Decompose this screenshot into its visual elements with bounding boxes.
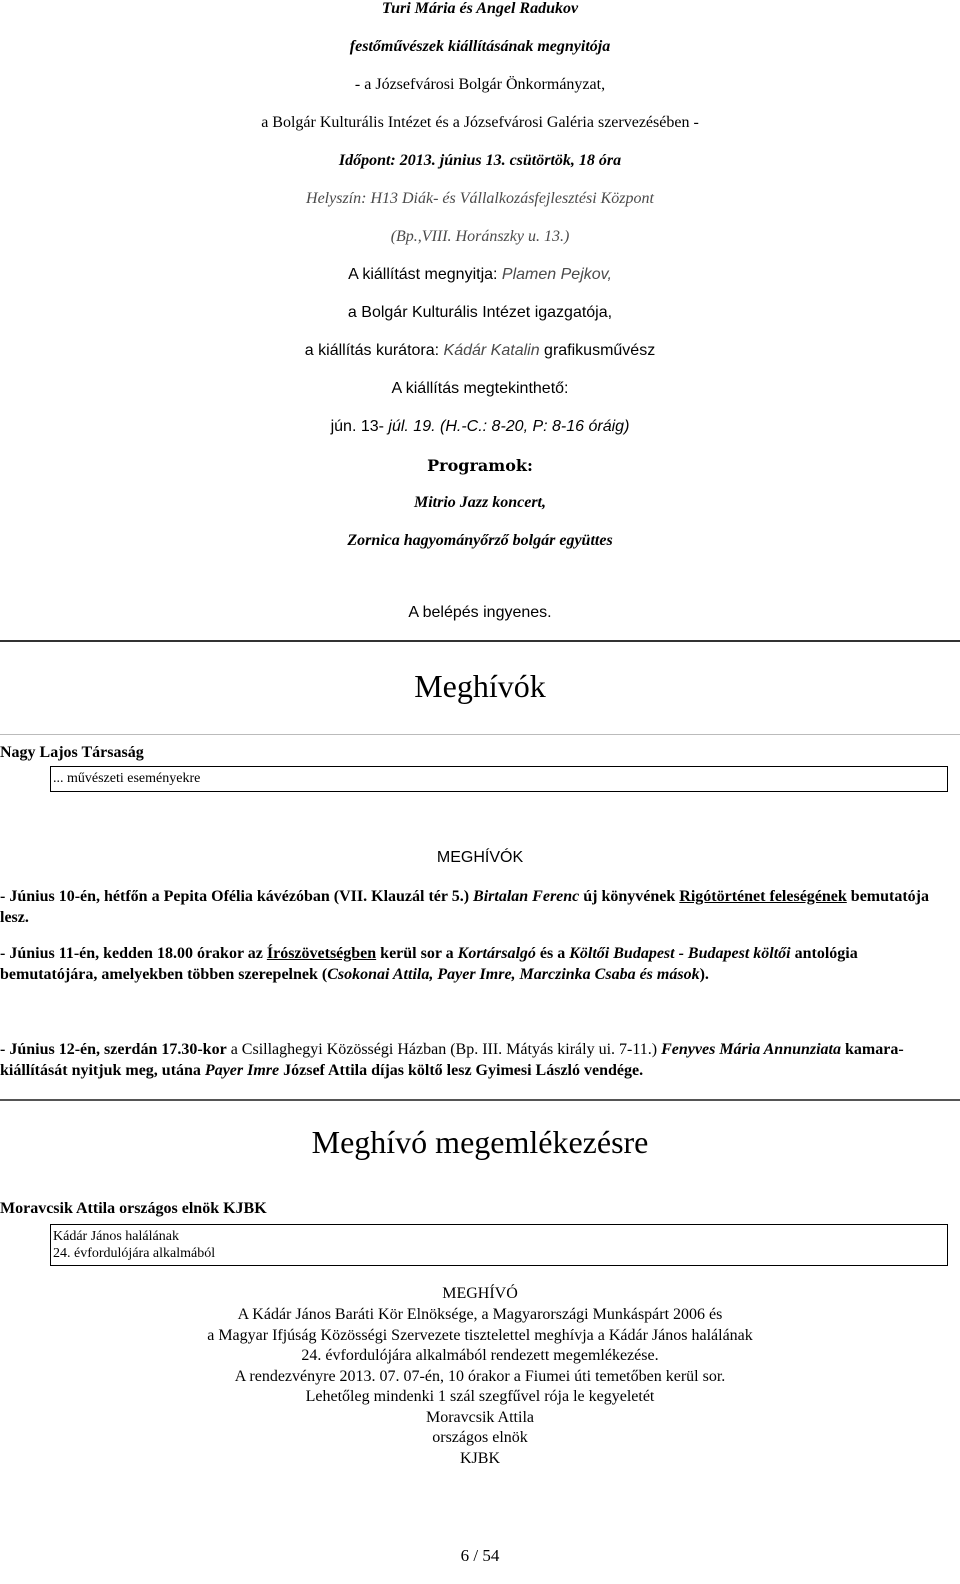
event-curator <box>0 342 960 360</box>
invitation-item-3 <box>0 1039 950 1081</box>
section-heading: Meghívók <box>414 668 546 704</box>
section-subtitle: ... művészeti eseményekre <box>53 771 201 786</box>
invitation-item-text: kerül sor a <box>376 945 458 962</box>
invitation-item-author: Birtalan Ferenc <box>473 888 580 905</box>
event-opener-name: Plamen Pejkov, <box>501 266 612 283</box>
invitation-item-1 <box>0 886 950 928</box>
event-viewing-label: A kiállítás megtekinthető: <box>391 380 569 397</box>
event-curator-label: a kiállítás kurátora: <box>304 342 444 359</box>
event-venue: Helyszín: H13 Diák- és Vállalkozásfejlesztési Központ <box>306 190 654 207</box>
section-divider <box>0 734 960 735</box>
event-program-item: Zornica hagyományőrző bolgár együttes <box>347 532 613 549</box>
invitation-item-text: - Június 11-én, kedden 18.00 órakor az <box>0 945 267 962</box>
section-divider <box>0 640 960 642</box>
invitation-item-artist: Fenyves Mária Annunziata <box>661 1041 841 1058</box>
invitation-item-2 <box>0 943 950 985</box>
memorial-text-line: A Kádár János Baráti Kör Elnöksége, a Magyarországi Munkáspárt 2006 és <box>237 1306 723 1323</box>
event-viewing-start: jún. 13- <box>330 418 389 435</box>
memorial-text-line: Lehetőleg mindenki 1 szál szegfűvel rója le kegyeletét <box>305 1388 655 1405</box>
section-author: Moravcsik Attila országos elnök KJBK <box>0 1200 267 1217</box>
event-viewing-end: júl. 19. (H.-C.: 8-20, P: 8-16 óráig) <box>388 418 630 435</box>
invitation-item-venue: Írószövetségben <box>266 945 377 962</box>
section-author: Nagy Lajos Társaság <box>0 744 144 761</box>
memorial-text-line: A rendezvényre 2013. 07. 07-én, 10 órakor a Fiumei úti temetőben kerül sor. <box>234 1368 726 1385</box>
event-address: (Bp.,VIII. Horánszky u. 13.) <box>390 228 570 245</box>
page-number: 6 / 54 <box>460 1546 500 1565</box>
section-heading: Meghívó megemlékezésre <box>311 1124 649 1160</box>
invitation-item-text: kamara-kiállítását nyitjuk meg, utána <box>0 1041 904 1079</box>
invitation-item-text: bemutatója lesz. <box>0 888 930 926</box>
invitation-item-book: Rigótörténet feleségének <box>679 888 847 905</box>
event-subtitle: festőművészek kiállításának megnyitója <box>349 38 611 55</box>
memorial-title: MEGHÍVÓ <box>442 1285 518 1302</box>
section-divider <box>0 1099 960 1101</box>
memorial-signature-name: Moravcsik Attila <box>426 1409 534 1426</box>
invitation-item-text: - Június 10-én, hétfőn a Pepita Ofélia kávézóban (VII. Klauzál tér 5.) <box>0 888 474 905</box>
event-curator-name: Kádár Katalin <box>443 342 540 359</box>
event-entry-note: A belépés ingyenes. <box>408 604 552 621</box>
event-programs-title: Programok: <box>427 456 533 475</box>
event-opener-role: a Bolgár Kulturális Intézet igazgatója, <box>347 304 613 321</box>
event-organizer-line: a Bolgár Kulturális Intézet és a Józsefvárosi Galéria szervezésében - <box>261 114 699 131</box>
invitation-item-text: József Attila díjas költő lesz Gyimesi László vendége. <box>279 1062 644 1079</box>
event-opener <box>0 266 960 284</box>
invitation-item-text: új könyvének <box>579 888 680 905</box>
event-title: Turi Mária és Angel Radukov <box>381 0 579 17</box>
section-subtitle-line: Kádár János halálának <box>53 1229 179 1244</box>
event-organizer-line: - a Józsefvárosi Bolgár Önkormányzat, <box>354 76 606 93</box>
memorial-signature-org: KJBK <box>459 1450 500 1467</box>
event-program-item: Mitrio Jazz koncert, <box>413 494 546 511</box>
event-curator-role: grafikusművész <box>539 342 656 359</box>
invitation-item-text: - Június 12-én, szerdán 17.30-kor <box>0 1041 227 1058</box>
section-subtitle-line: 24. évfordulójára alkalmából <box>53 1246 216 1261</box>
memorial-signature-title: országos elnök <box>432 1429 528 1446</box>
invitation-item-venue: a Csillaghegyi Közösségi Házban (Bp. III. Mátyás király ui. 7-11.) <box>226 1041 662 1058</box>
invitation-item-event: Kortársalgó <box>457 945 536 962</box>
section-subtitle-box <box>50 1224 948 1266</box>
section-subtitle-box <box>50 766 948 792</box>
event-viewing-dates <box>0 418 960 436</box>
section-inner-title: MEGHÍVÓK <box>436 849 524 866</box>
memorial-text-line: a Magyar Ifjúság Közösségi Szervezete tisztelettel meghívja a Kádár János halálának <box>207 1327 753 1344</box>
invitation-item-text: antológia bemutatójára, amelyekben többen szerepelnek ( <box>0 945 858 983</box>
event-opener-label: A kiállítást megnyitja: <box>348 266 502 283</box>
invitation-item-text: ). <box>699 966 709 983</box>
event-date: Időpont: 2013. június 13. csütörtök, 18 óra <box>338 152 622 169</box>
invitation-item-authors: Csokonai Attila, Payer Imre, Marczinka Csaba és mások <box>327 966 700 983</box>
invitation-item-text: és a <box>535 945 570 962</box>
invitation-item-poet: Payer Imre <box>204 1062 280 1079</box>
memorial-text-line: 24. évfordulójára alkalmából rendezett megemlékezése. <box>301 1347 659 1364</box>
invitation-item-book: Költői Budapest - Budapest költői <box>569 945 791 962</box>
